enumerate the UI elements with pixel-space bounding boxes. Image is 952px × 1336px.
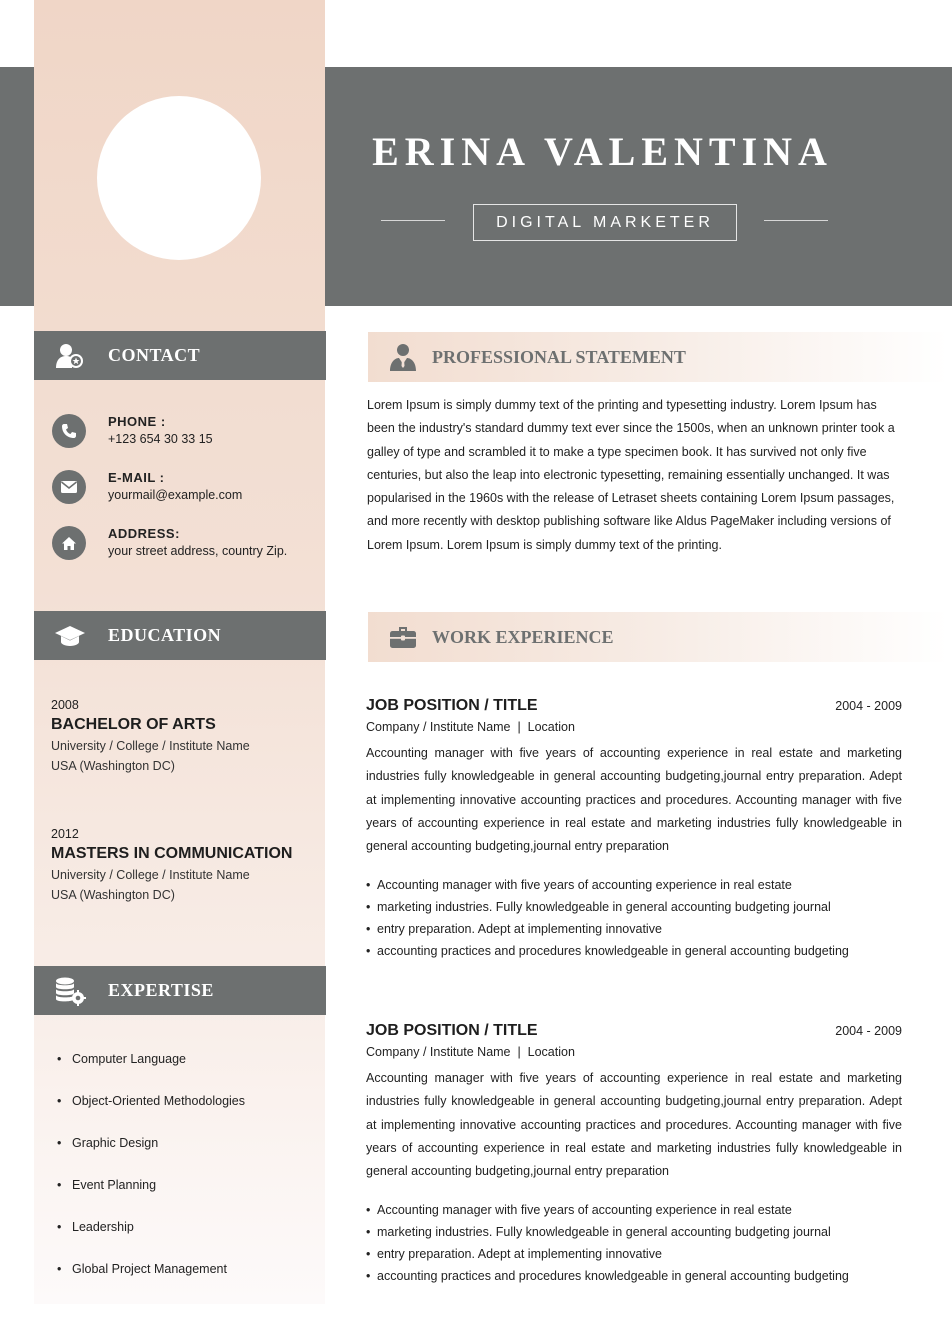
expertise-item xyxy=(57,1178,156,1192)
bullet: • xyxy=(366,1246,371,1261)
bullet: • xyxy=(57,1136,62,1150)
statement-text: Lorem Ipsum is simply dummy text of the printing and typesetting industry. Lorem Ipsum has been the industry's standard dummy text ever since the 1500s, when an unknown printer took a galley of type and scrambled it to make a type specimen book. It has survived not only five centuries, but also the leap into electronic typesetting, remaining essentially unchanged. It was popularised in the 1960s with the release of Letraset sheets containing Lorem Ipsum passages, and more recently with desktop publishing software like Aldus PageMaker including versions of Lorem Ipsum. Lorem Ipsum is simply dummy text of the printing. xyxy=(367,398,895,552)
job-bullet xyxy=(366,1222,902,1244)
job-bullets xyxy=(366,875,902,962)
bullet: • xyxy=(57,1262,62,1276)
education-header xyxy=(34,611,326,660)
experience-header xyxy=(368,612,948,662)
job-bullet-text: Accounting manager with five years of accounting experience in real estate xyxy=(377,878,792,893)
email-value: yourmail@example.com xyxy=(108,488,243,502)
phone-icon xyxy=(52,414,86,448)
statement-header xyxy=(368,332,948,382)
contact-header xyxy=(34,331,326,380)
experience-title: WORK EXPERIENCE xyxy=(432,626,614,647)
education-degree: BACHELOR OF ARTS xyxy=(51,716,216,733)
businessman-icon xyxy=(386,340,420,374)
job-bullet-text: entry preparation. Adept at implementing innovative xyxy=(377,1246,662,1261)
phone-value: +123 654 30 33 15 xyxy=(108,432,213,446)
mail-icon xyxy=(52,470,86,504)
job-bullet-text: marketing industries. Fully knowledgeable in general accounting budgeting journal xyxy=(377,1225,831,1240)
education-location: USA (Washington DC) xyxy=(51,888,175,902)
expertise-label: Leadership xyxy=(72,1220,134,1234)
job-bullet xyxy=(366,919,902,941)
job-bullet xyxy=(366,897,902,919)
job-entry xyxy=(366,695,902,962)
job-bullet xyxy=(366,941,902,963)
bullet: • xyxy=(366,943,371,958)
job-bullet xyxy=(366,1266,902,1288)
job-bullet xyxy=(366,1244,902,1266)
bullet: • xyxy=(57,1178,62,1192)
divider-right xyxy=(764,220,828,221)
expertise-item xyxy=(57,1220,134,1234)
expertise-label: Event Planning xyxy=(72,1178,157,1192)
bullet: • xyxy=(366,921,371,936)
education-title: EDUCATION xyxy=(108,625,222,645)
expertise-item xyxy=(57,1052,186,1066)
email-label: E-MAIL : xyxy=(108,470,165,485)
job-bullet-text: entry preparation. Adept at implementing innovative xyxy=(377,921,662,936)
bullet: • xyxy=(57,1220,62,1234)
job-years: 2004 - 2009 xyxy=(835,699,902,713)
job-role: DIGITAL MARKETER xyxy=(496,213,714,231)
contact-title: CONTACT xyxy=(108,345,201,365)
expertise-item xyxy=(57,1262,227,1276)
job-entry xyxy=(366,1020,902,1287)
bullet: • xyxy=(366,900,371,915)
briefcase-icon xyxy=(386,620,420,654)
expertise-header xyxy=(34,966,326,1015)
candidate-name: ERINA VALENTINA xyxy=(372,129,833,174)
bullet: • xyxy=(57,1094,62,1108)
contact-email xyxy=(52,470,322,510)
job-company: Company / Institute Name | Location xyxy=(366,720,575,734)
expertise-title: EXPERTISE xyxy=(108,980,214,1000)
job-bullet xyxy=(366,875,902,897)
job-description: Accounting manager with five years of accounting experience in real estate and marketing industries fully knowledgeable in general accounting budgeting,journal entry preparation. Adept at implementing innovative accounting practices and procedures. Accounting manager with five years of accounting experience in real estate and marketing industries fully knowledgeable in general accounting budgeting,journal entry preparation xyxy=(366,1071,902,1179)
profile-photo-placeholder xyxy=(97,96,261,260)
contact-address xyxy=(52,526,322,566)
education-degree: MASTERS IN COMMUNICATION xyxy=(51,845,293,862)
bullet: • xyxy=(57,1052,62,1066)
job-bullet-text: marketing industries. Fully knowledgeable in general accounting budgeting journal xyxy=(377,900,831,915)
statement-title: PROFESSIONAL STATEMENT xyxy=(432,346,686,367)
job-bullet-text: accounting practices and procedures knowledgeable in general accounting budgeting xyxy=(377,1268,849,1283)
job-bullet xyxy=(366,1200,902,1222)
expertise-item xyxy=(57,1094,245,1108)
expertise-label: Global Project Management xyxy=(72,1262,227,1276)
bullet: • xyxy=(366,1203,371,1218)
job-title: JOB POSITION / TITLE xyxy=(366,697,538,714)
graduation-cap-icon xyxy=(50,620,90,652)
job-title: JOB POSITION / TITLE xyxy=(366,1022,538,1039)
education-year: 2012 xyxy=(51,827,79,841)
job-bullet-text: accounting practices and procedures knowledgeable in general accounting budgeting xyxy=(377,943,849,958)
address-label: ADDRESS: xyxy=(108,526,180,541)
contact-user-icon xyxy=(50,340,90,372)
database-gear-icon xyxy=(50,975,90,1007)
job-bullets xyxy=(366,1200,902,1287)
education-year: 2008 xyxy=(51,698,79,712)
expertise-label: Object-Oriented Methodologies xyxy=(72,1094,246,1108)
job-years: 2004 - 2009 xyxy=(835,1024,902,1038)
divider-left xyxy=(381,220,445,221)
address-value: your street address, country Zip. xyxy=(108,544,288,558)
contact-phone xyxy=(52,414,322,454)
education-item xyxy=(51,827,321,905)
job-company: Company / Institute Name | Location xyxy=(366,1045,575,1059)
expertise-label: Graphic Design xyxy=(72,1136,159,1150)
bullet: • xyxy=(366,1268,371,1283)
job-bullet-text: Accounting manager with five years of accounting experience in real estate xyxy=(377,1203,792,1218)
job-role-box xyxy=(473,204,737,241)
bullet: • xyxy=(366,878,371,893)
home-icon xyxy=(52,526,86,560)
education-school: University / College / Institute Name xyxy=(51,739,250,753)
education-school: University / College / Institute Name xyxy=(51,868,250,882)
bullet: • xyxy=(366,1225,371,1240)
expertise-item xyxy=(57,1136,158,1150)
phone-label: PHONE : xyxy=(108,414,166,429)
job-description: Accounting manager with five years of accounting experience in real estate and marketing industries fully knowledgeable in general accounting budgeting,journal entry preparation. Adept at implementing innovative accounting practices and procedures. Accounting manager with five years of accounting experience in real estate and marketing industries fully knowledgeable in general accounting budgeting,journal entry preparation xyxy=(366,746,902,854)
education-item xyxy=(51,698,321,776)
expertise-label: Computer Language xyxy=(72,1052,186,1066)
education-location: USA (Washington DC) xyxy=(51,759,175,773)
